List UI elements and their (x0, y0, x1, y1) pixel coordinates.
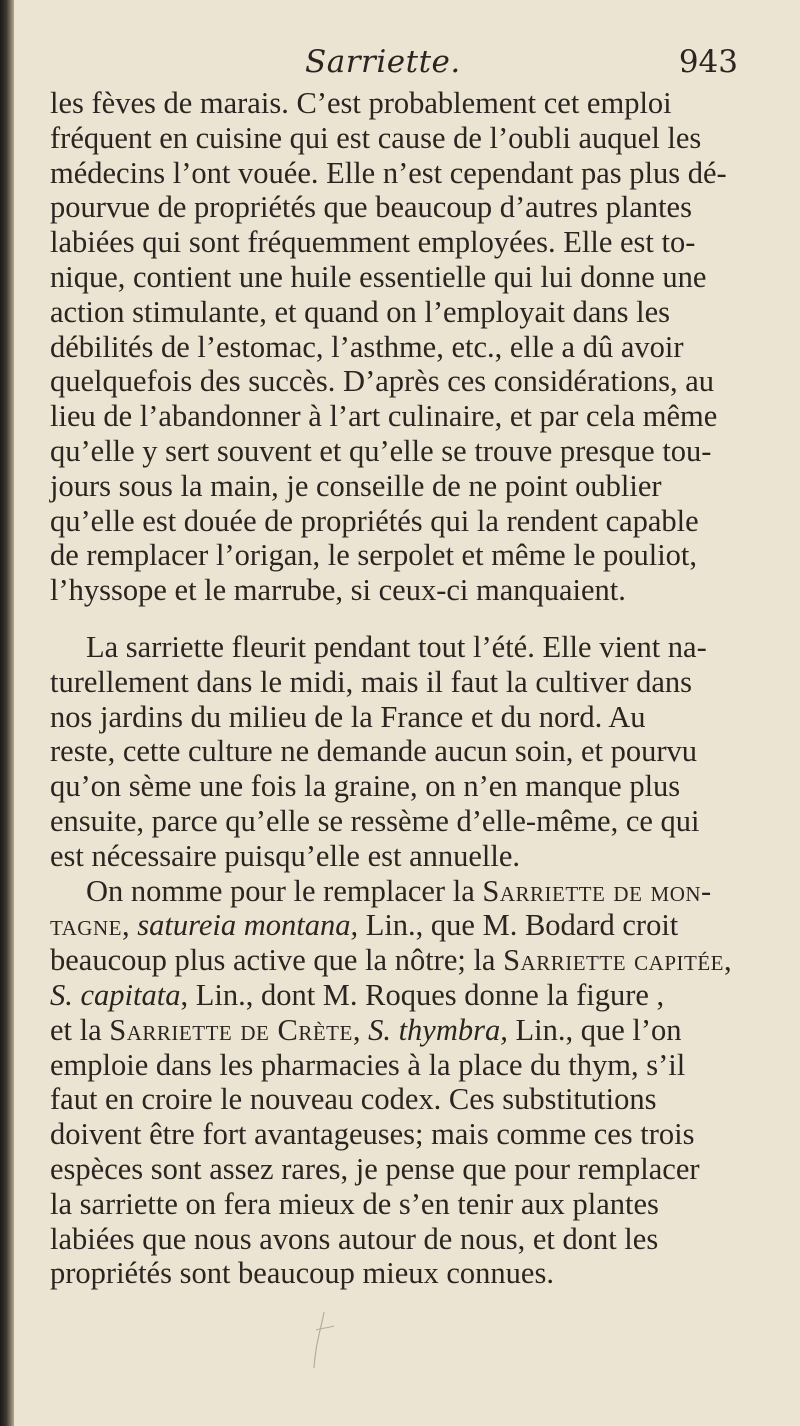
text-line: fréquent en cuisine qui est cause de l’oubli auquel les (50, 120, 702, 155)
body-text (50, 86, 738, 1291)
text-line (50, 874, 738, 909)
text-run: Lin., que M. Bodard croit (358, 908, 679, 943)
text-line: les fèves de marais. C’est probablement cet emploi (50, 86, 672, 120)
latin-name: S. capitata (50, 977, 181, 1012)
text-run: On nomme pour le remplacer la (86, 873, 483, 908)
text-line: qu’on sème une fois la graine, on n’en manque plus (50, 769, 681, 804)
species-name: Sarriette de mon- (482, 873, 712, 908)
stray-pen-mark (302, 1310, 342, 1370)
text-line: emploie dans les pharmacies à la place du thym, s’il (50, 1047, 686, 1082)
text-line: espèces sont assez rares, je pense que pour remplacer (50, 1151, 700, 1186)
text-line: labiées qui sont fréquemment employées. Elle est to- (50, 225, 696, 260)
paragraph-3 (50, 874, 738, 1292)
text-line: La sarriette fleurit pendant tout l’été. Elle vient na- (86, 629, 707, 664)
text-line: turellement dans le midi, mais il faut la cultiver dans (50, 664, 693, 699)
text-line: de remplacer l’origan, le serpolet et même le pouliot, (50, 538, 698, 573)
text-line (50, 1013, 738, 1048)
text-line: débilités de l’estomac, l’asthme, etc., elle a dû avoir (50, 329, 684, 364)
text-line: médecins l’ont vouée. Elle n’est cependant pas plus dé- (50, 155, 727, 190)
text-line: pourvue de propriétés que beaucoup d’autres plantes (50, 190, 692, 225)
text-line (50, 908, 738, 943)
running-title: Sarriette. (305, 44, 461, 80)
text-run: Lin., que l’on (507, 1012, 682, 1047)
text-line: labiées que nous avons autour de nous, et dont les (50, 1221, 659, 1256)
text-line: nique, contient une huile essentielle qui lui donne une (50, 259, 707, 294)
text-run: , (352, 1012, 369, 1047)
text-line: doivent être fort avantageuses; mais comme ces trois (50, 1117, 695, 1152)
page-number: 943 (678, 44, 738, 80)
text-line (50, 978, 738, 1013)
species-name: tagne (50, 908, 122, 943)
text-line: qu’elle est douée de propriétés qui la rendent capable (50, 503, 699, 538)
page-header (0, 44, 800, 84)
text-line: qu’elle y sert souvent et qu’elle se trouve presque tou- (50, 433, 712, 468)
text-line: nos jardins du milieu de la France et du nord. Au (50, 699, 646, 734)
text-line: action stimulante, et quand on l’employait dans les (50, 294, 671, 329)
text-line: quelquefois des succès. D’après ces considérations, au (50, 364, 715, 399)
species-name: Sarriette capitée, (503, 943, 733, 978)
paragraph-1 (50, 86, 738, 608)
latin-name: satureia montana, (137, 908, 359, 943)
text-line: la sarriette on fera mieux de s’en tenir aux plantes (50, 1186, 659, 1221)
text-line: est nécessaire puisqu’elle est annuelle. (50, 838, 521, 873)
text-run: , (121, 908, 138, 943)
text-line: reste, cette culture ne demande aucun soin, et pourvu (50, 734, 698, 769)
text-line (50, 943, 738, 978)
text-line: propriétés sont beaucoup mieux connues. (50, 1256, 554, 1291)
text-run: , Lin., dont M. Roques donne la figure , (180, 977, 665, 1012)
text-run: beaucoup plus active que la nôtre; la (50, 943, 504, 978)
latin-name: S. thymbra, (368, 1012, 508, 1047)
paragraph-2 (50, 630, 738, 874)
text-line: ensuite, parce qu’elle se ressème d’elle-même, ce qui (50, 803, 700, 838)
text-line: jours sous la main, je conseille de ne point oublier (50, 468, 662, 503)
text-line: l’hyssope et le marrube, si ceux-ci manquaient. (50, 573, 626, 608)
text-run: et la (50, 1012, 110, 1047)
text-line: faut en croire le nouveau codex. Ces substitutions (50, 1082, 657, 1117)
text-line: lieu de l’abandonner à l’art culinaire, et par cela même (50, 399, 718, 434)
species-name: Sarriette de Crète (109, 1012, 353, 1047)
